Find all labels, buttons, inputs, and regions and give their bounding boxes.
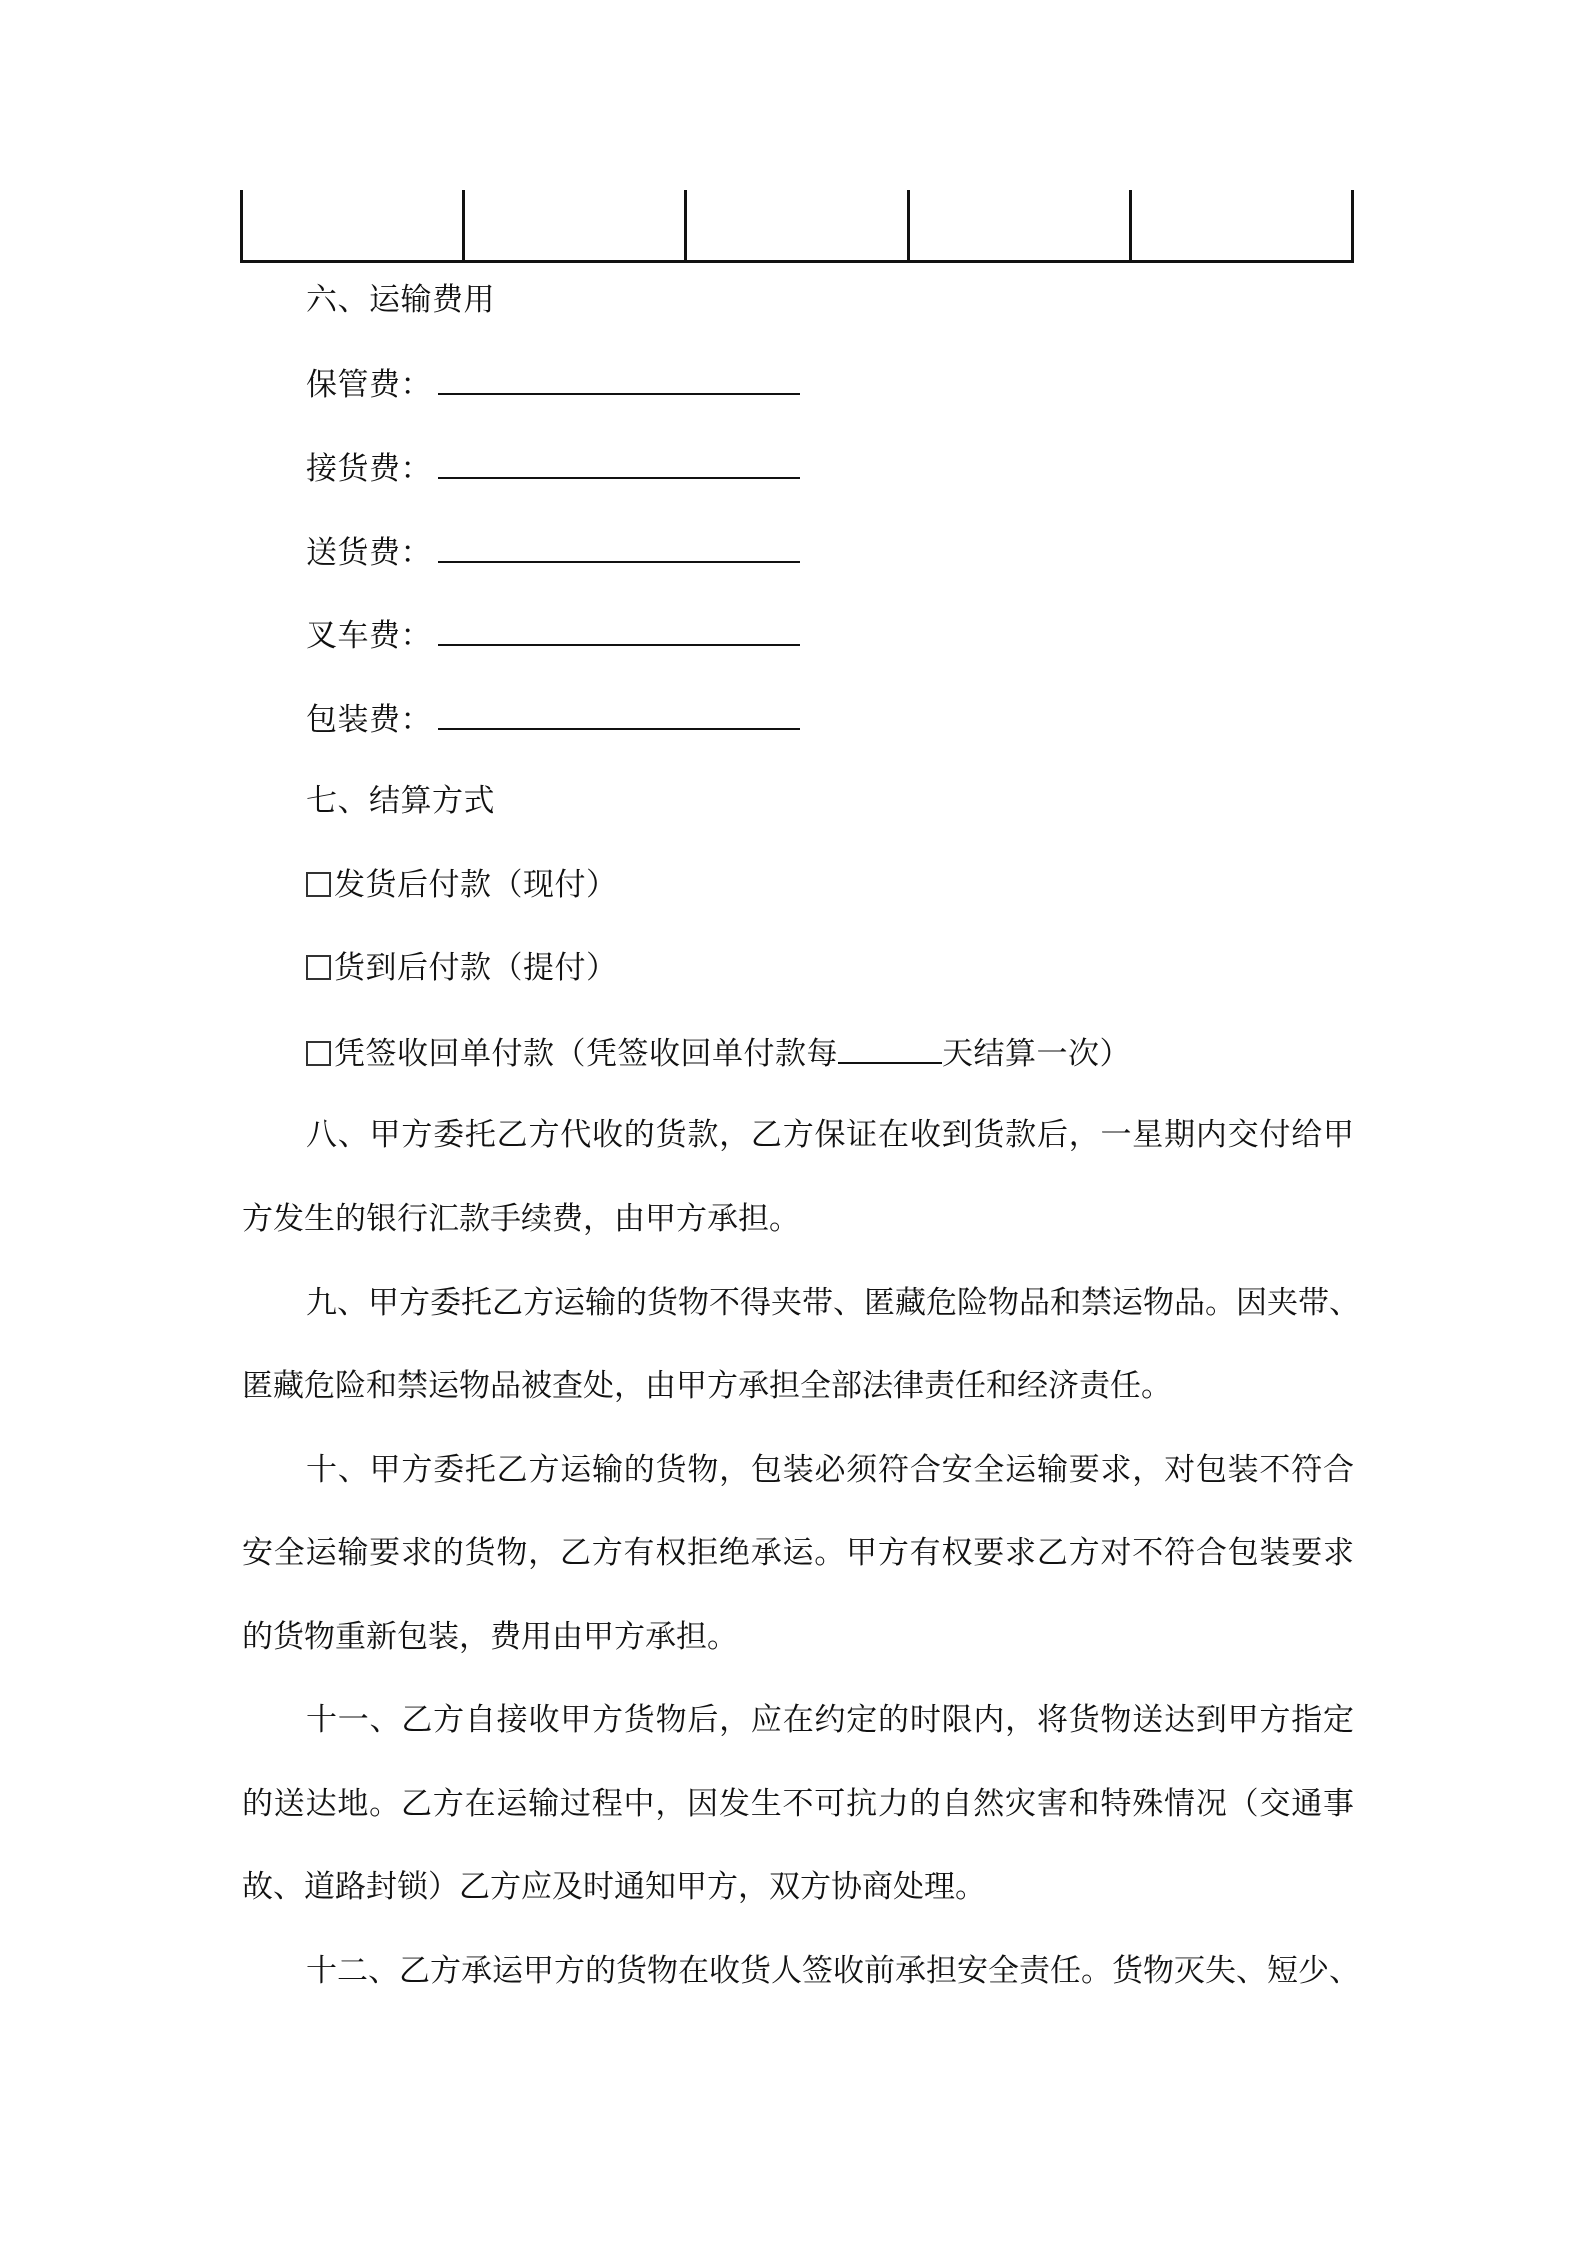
fee-label: 送货费： [306, 535, 432, 571]
clause-11-line-3: 故、道路封锁）乙方应及时通知甲方，双方协商处理。 [242, 1869, 986, 1905]
table-cell [1129, 190, 1354, 260]
table-cell [240, 190, 462, 260]
table-cell [684, 190, 906, 260]
clause-8-line-2: 方发生的银行汇款手续费，由甲方承担。 [242, 1201, 800, 1237]
fee-label: 叉车费： [306, 618, 432, 654]
fee-blank[interactable] [438, 614, 800, 646]
option-label-after: 天结算一次） [942, 1036, 1131, 1072]
settlement-option-receipt [306, 1032, 1131, 1074]
fee-label: 接货费： [306, 451, 432, 487]
fee-blank[interactable] [438, 698, 800, 730]
option-label: 发货后付款（现付） [334, 867, 618, 903]
clause-11-line-2: 的送达地。乙方在运输过程中，因发生不可抗力的自然灾害和特殊情况（交通事 [242, 1786, 1354, 1822]
table-cell [907, 190, 1129, 260]
clause-9-line-1: 九、甲方委托乙方运输的货物不得夹带、匿藏危险物品和禁运物品。因夹带、 [306, 1285, 1360, 1321]
fee-blank[interactable] [438, 531, 800, 563]
table-fragment [240, 190, 1354, 263]
option-label-before: 凭签收回单付款（凭签收回单付款每 [334, 1036, 838, 1072]
fee-label: 保管费： [306, 367, 432, 403]
fee-row-packaging [306, 698, 800, 740]
clause-10-line-2: 安全运输要求的货物，乙方有权拒绝承运。甲方有权要求乙方对不符合包装要求 [242, 1535, 1354, 1571]
days-blank[interactable] [838, 1032, 942, 1064]
option-label: 货到后付款（提付） [334, 950, 618, 986]
fee-row-storage [306, 363, 800, 405]
section-heading-settlement: 七、结算方式 [306, 783, 495, 819]
clause-9-line-2: 匿藏危险和禁运物品被查处，由甲方承担全部法律责任和经济责任。 [242, 1368, 1172, 1404]
checkbox-icon[interactable] [306, 955, 331, 980]
fee-blank[interactable] [438, 447, 800, 479]
checkbox-icon[interactable] [306, 872, 331, 897]
clause-12-line-1: 十二、乙方承运甲方的货物在收货人签收前承担安全责任。货物灭失、短少、 [306, 1953, 1360, 1989]
clause-8-line-1: 八、甲方委托乙方代收的货款，乙方保证在收到货款后，一星期内交付给甲 [306, 1117, 1354, 1153]
fee-label: 包装费： [306, 702, 432, 738]
fee-row-forklift [306, 614, 800, 656]
checkbox-icon[interactable] [306, 1041, 331, 1066]
fee-row-pickup [306, 447, 800, 489]
fee-row-delivery [306, 531, 800, 573]
clause-10-line-3: 的货物重新包装，费用由甲方承担。 [242, 1619, 738, 1655]
settlement-option-cash [306, 865, 618, 905]
section-heading-transport-fees: 六、运输费用 [306, 282, 495, 318]
clause-11-line-1: 十一、乙方自接收甲方货物后，应在约定的时限内，将货物送达到甲方指定 [306, 1702, 1354, 1738]
clause-10-line-1: 十、甲方委托乙方运输的货物，包装必须符合安全运输要求，对包装不符合 [306, 1452, 1354, 1488]
table-cell [462, 190, 684, 260]
settlement-option-collect [306, 948, 618, 988]
fee-blank[interactable] [438, 363, 800, 395]
